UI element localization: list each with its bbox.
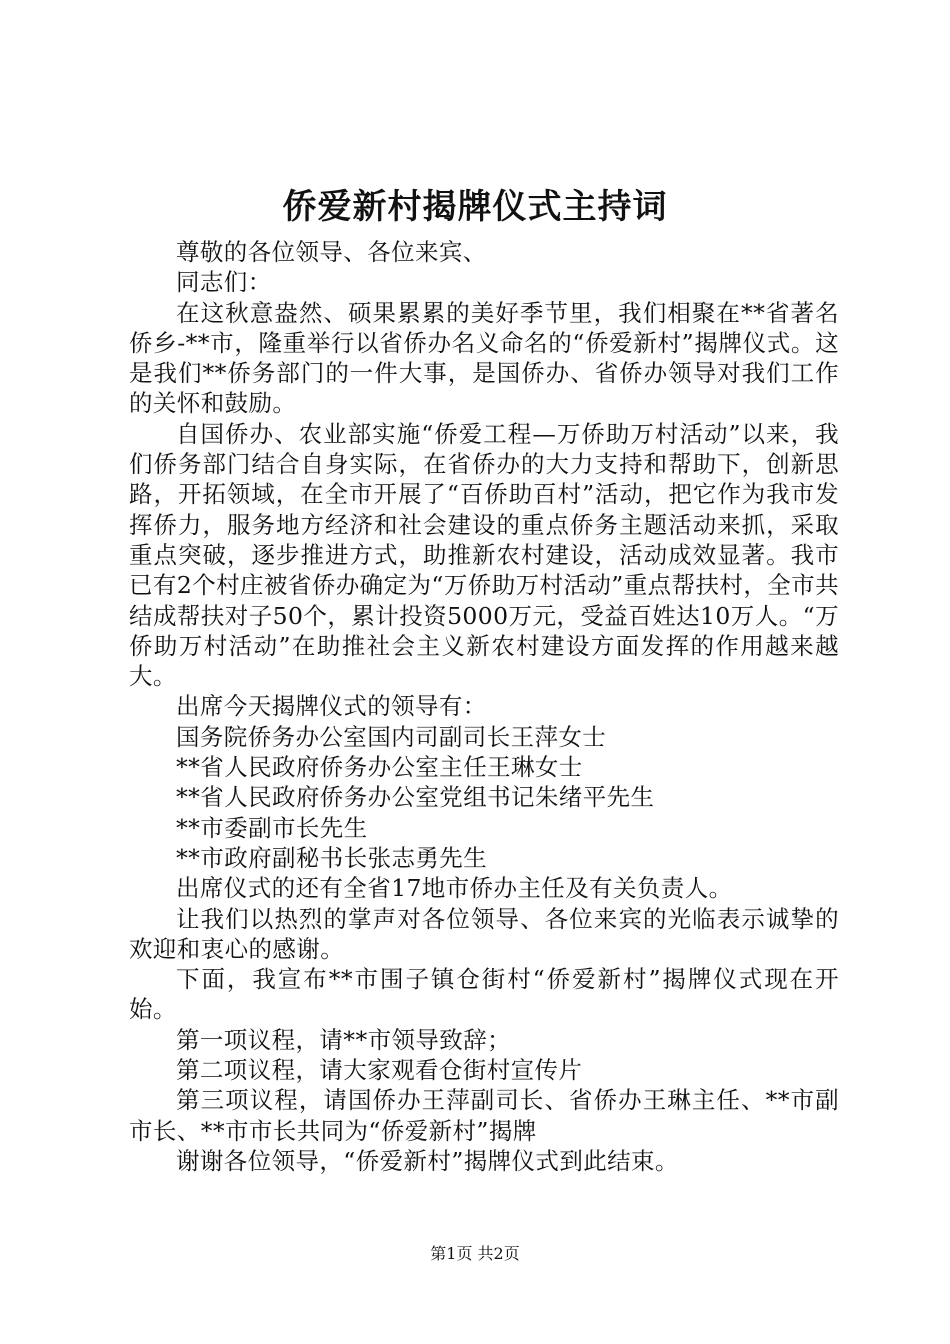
paragraph-background: 自国侨办、农业部实施“侨爱工程—万侨助万村活动”以来，我们侨务部门结合自身实际，在省侨办的大力支持和帮助下，创新思路，开拓领域，在全市开展了“百侨助百村”活动，把它作为我市发挥侨力，服务地方经济和社会建设的重点侨务主题活动来抓，采取重点突破，逐步推进方式，助推新农村建设，活动成效显著。我市已有2个村庄被省侨办确定为“万侨助万村活动”重点帮扶村，全市共结成帮扶对子50个，累计投资5000万元，受益百姓达10万人。“万侨助万村活动”在助推社会主义新农村建设方面发挥的作用越来越大。 bbox=[129, 419, 839, 691]
attendee-line: **市委副市长先生 bbox=[176, 813, 368, 842]
attendee-line: 国务院侨务办公室国内司副司长王萍女士 bbox=[176, 722, 607, 751]
paragraph-opening: 在这秋意盎然、硕果累累的美好季节里，我们相聚在**省著名侨乡-**市，隆重举行以省侨办名义命名的“侨爱新村”揭牌仪式。这是我们**侨务部门的一件大事，是国侨办、省侨办领导对我们工作的关怀和鼓励。 bbox=[129, 298, 839, 418]
paragraph-announcement: 下面，我宣布**市围子镇仓街村“侨爱新村”揭牌仪式现在开始。 bbox=[129, 965, 839, 1024]
attendee-line: **市政府副秘书长张志勇先生 bbox=[176, 843, 488, 872]
document-body bbox=[129, 237, 839, 1176]
attendee-line: **省人民政府侨务办公室主任王琳女士 bbox=[176, 753, 583, 782]
paragraph-salutation-2: 同志们： bbox=[176, 268, 272, 297]
paragraph-closing: 谢谢各位领导，“侨爱新村”揭牌仪式到此结束。 bbox=[176, 1146, 679, 1175]
paragraph-other-attendees: 出席仪式的还有全省17地市侨办主任及有关负责人。 bbox=[176, 874, 733, 903]
agenda-item: 第一项议程，请**市领导致辞； bbox=[176, 1025, 511, 1054]
paragraph-salutation-1: 尊敬的各位领导、各位来宾、 bbox=[176, 238, 487, 266]
attendee-line: **省人民政府侨务办公室党组书记朱绪平先生 bbox=[176, 783, 655, 812]
page-footer: 第1页 共2页 bbox=[430, 1244, 520, 1263]
document-title: 侨爱新村揭牌仪式主持词 bbox=[282, 187, 668, 227]
paragraph-welcome: 让我们以热烈的掌声对各位领导、各位来宾的光临表示诚挚的欢迎和衷心的感谢。 bbox=[129, 904, 839, 963]
paragraph-attendees-intro: 出席今天揭牌仪式的领导有： bbox=[176, 692, 487, 721]
agenda-item: 第三项议程，请国侨办王萍副司长、省侨办王琳主任、**市副市长、**市市长共同为“侨爱新村”揭牌 bbox=[129, 1086, 839, 1145]
agenda-item: 第二项议程，请大家观看仓街村宣传片 bbox=[176, 1056, 583, 1085]
